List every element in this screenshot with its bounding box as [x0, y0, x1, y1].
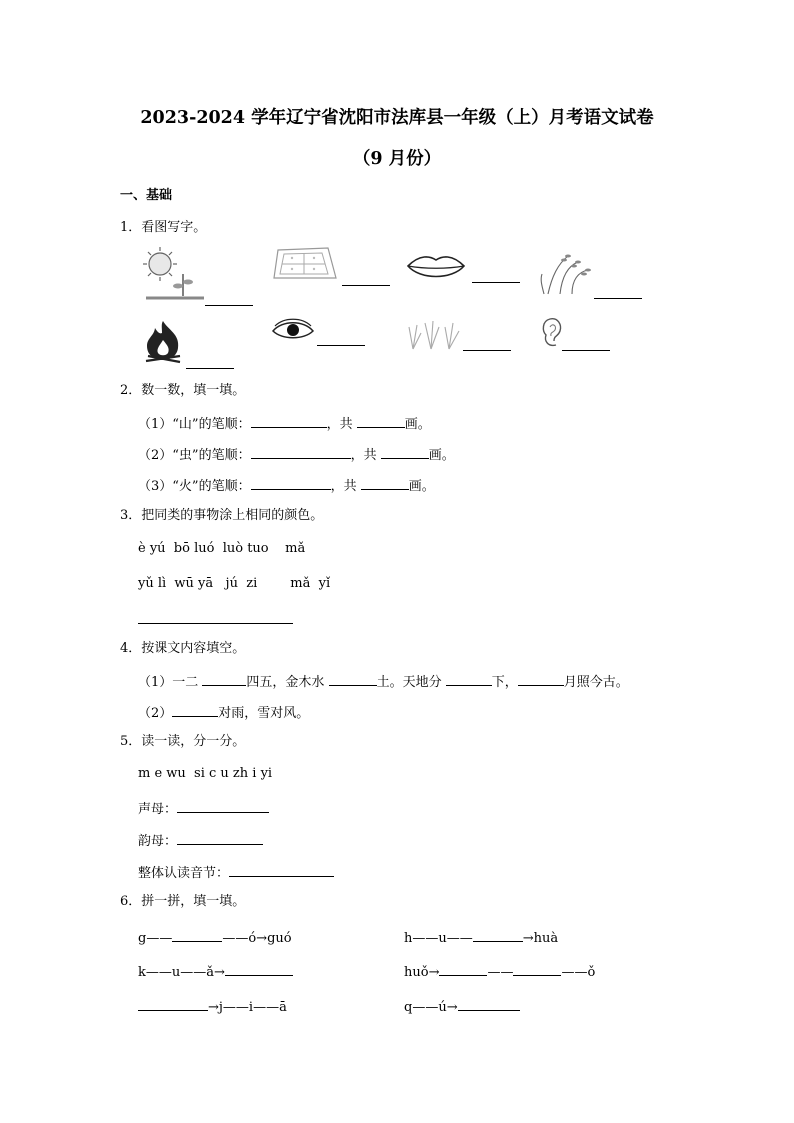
q4-text: 对雨，雪对风。	[218, 706, 310, 721]
q1-blank-5[interactable]	[186, 368, 234, 369]
stroke-count-blank[interactable]	[361, 476, 409, 490]
q1-blank-1[interactable]	[205, 305, 253, 306]
q1-blank-6[interactable]	[317, 345, 365, 346]
q4-text: 土。天地分	[376, 675, 442, 690]
q4-text: （1）一二	[138, 675, 199, 690]
q6-text: q——ú	[404, 1000, 447, 1015]
q4-text: 月照今古。	[563, 675, 629, 690]
arrow-icon: →	[446, 1000, 458, 1015]
q4-line1	[138, 672, 629, 691]
stroke-order-blank[interactable]	[251, 414, 327, 428]
q6-blank[interactable]	[138, 997, 208, 1011]
q1-blank-8[interactable]	[562, 350, 610, 351]
stroke-order-blank[interactable]	[251, 445, 351, 459]
q6-label: 6．拼一拼，填一填。	[120, 894, 246, 909]
q6-text: k——u——ǎ	[138, 965, 215, 980]
q6-text: guó	[267, 931, 292, 946]
q2-item-text: 画。	[404, 417, 431, 432]
arrow-icon: →	[256, 931, 268, 946]
grass-icon	[405, 315, 463, 351]
arrow-icon: →	[208, 1000, 219, 1015]
q6-text: ——ó	[222, 931, 257, 946]
q1-blank-2[interactable]	[342, 285, 390, 286]
q4-label: 4．按课文内容填空。	[120, 641, 246, 656]
q6-row3-left	[138, 997, 287, 1016]
q5-label: 5．读一读，分一分。	[120, 734, 246, 749]
q3-label: 3．把同类的事物涂上相同的颜色。	[120, 508, 324, 523]
q5-zhengti-label: 整体认读音节：	[138, 866, 230, 881]
q4-blank[interactable]	[202, 672, 246, 686]
q6-row2-left	[138, 962, 293, 981]
q5-shengmu	[138, 799, 269, 818]
section-heading: 一、基础	[120, 188, 173, 203]
q5-zhengti-blank[interactable]	[229, 863, 334, 877]
q6-text: ——ǒ	[561, 965, 596, 980]
q2-item-text: ，共	[350, 448, 377, 463]
q4-text: （2）	[138, 706, 173, 721]
q5-yunmu-label: 韵母：	[138, 834, 178, 849]
q4-text: 四五，金木水	[246, 675, 325, 690]
q5-zhengti	[138, 863, 334, 882]
q6-row2-right	[404, 962, 595, 981]
q5-yunmu-blank[interactable]	[177, 831, 263, 845]
q2-item-text: 画。	[428, 448, 455, 463]
q2-item-text: 画。	[408, 479, 435, 494]
title-line2: （9 月份）	[352, 149, 442, 169]
q6-blank[interactable]	[172, 928, 222, 942]
q4-text: 下，	[491, 675, 518, 690]
q3-answer-line[interactable]	[138, 623, 293, 624]
q6-row1-right	[404, 928, 558, 947]
q6-text: g——	[138, 931, 173, 946]
stroke-order-blank[interactable]	[251, 476, 331, 490]
title-line1: 2023-2024 学年辽宁省沈阳市法库县一年级（上）月考语文试卷	[140, 108, 654, 128]
rice-icon	[538, 246, 598, 296]
q5-shengmu-blank[interactable]	[177, 799, 269, 813]
q3-pinyin-row2: yǔ lì wū yā jú zi mǎ yǐ	[138, 576, 331, 591]
q4-blank[interactable]	[446, 672, 492, 686]
q1-blank-4[interactable]	[594, 298, 642, 299]
q2-item-3	[138, 476, 435, 495]
q6-text: h——u——	[404, 931, 473, 946]
ear-icon	[538, 315, 564, 349]
arrow-icon: →	[522, 931, 534, 946]
q6-blank[interactable]	[513, 962, 561, 976]
eye-icon	[270, 318, 316, 344]
q2-item-text: ，共	[326, 417, 353, 432]
q6-text: j——i——ā	[218, 1000, 287, 1015]
q2-item-text: （3）“火”的笔顺：	[138, 479, 251, 494]
q2-item-text: ，共	[330, 479, 357, 494]
field-icon	[270, 244, 340, 284]
q6-row1-left	[138, 928, 292, 947]
q6-blank[interactable]	[458, 997, 520, 1011]
q2-label: 2．数一数，填一填。	[120, 383, 246, 398]
stroke-count-blank[interactable]	[381, 445, 429, 459]
q5-shengmu-label: 声母：	[138, 802, 178, 817]
q6-blank[interactable]	[439, 962, 487, 976]
sun-icon	[138, 244, 208, 304]
q2-item-text: （2）“虫”的笔顺：	[138, 448, 251, 463]
q2-item-text: （1）“山”的笔顺：	[138, 417, 251, 432]
q6-blank[interactable]	[473, 928, 523, 942]
q4-blank[interactable]	[329, 672, 377, 686]
q2-item-1	[138, 414, 431, 433]
q5-letters: m e wu si c u zh i yi	[138, 766, 273, 781]
q6-text: ——	[487, 965, 514, 980]
fire-icon	[140, 318, 186, 364]
q6-blank[interactable]	[225, 962, 293, 976]
q6-text: huà	[533, 931, 559, 946]
q5-yunmu	[138, 831, 263, 850]
q1-blank-3[interactable]	[472, 282, 520, 283]
q2-item-2	[138, 445, 455, 464]
arrow-icon: →	[214, 965, 225, 980]
q6-text: huǒ	[404, 965, 429, 980]
q6-row3-right	[404, 997, 520, 1016]
q3-pinyin-row1: è yú bō luó luò tuo mǎ	[138, 541, 306, 556]
q4-blank[interactable]	[172, 703, 218, 717]
arrow-icon: →	[428, 965, 440, 980]
mouth-icon	[405, 250, 467, 282]
q4-line2	[138, 703, 309, 722]
stroke-count-blank[interactable]	[357, 414, 405, 428]
q1-label: 1．看图写字。	[120, 220, 207, 235]
q4-blank[interactable]	[518, 672, 564, 686]
q1-blank-7[interactable]	[463, 350, 511, 351]
